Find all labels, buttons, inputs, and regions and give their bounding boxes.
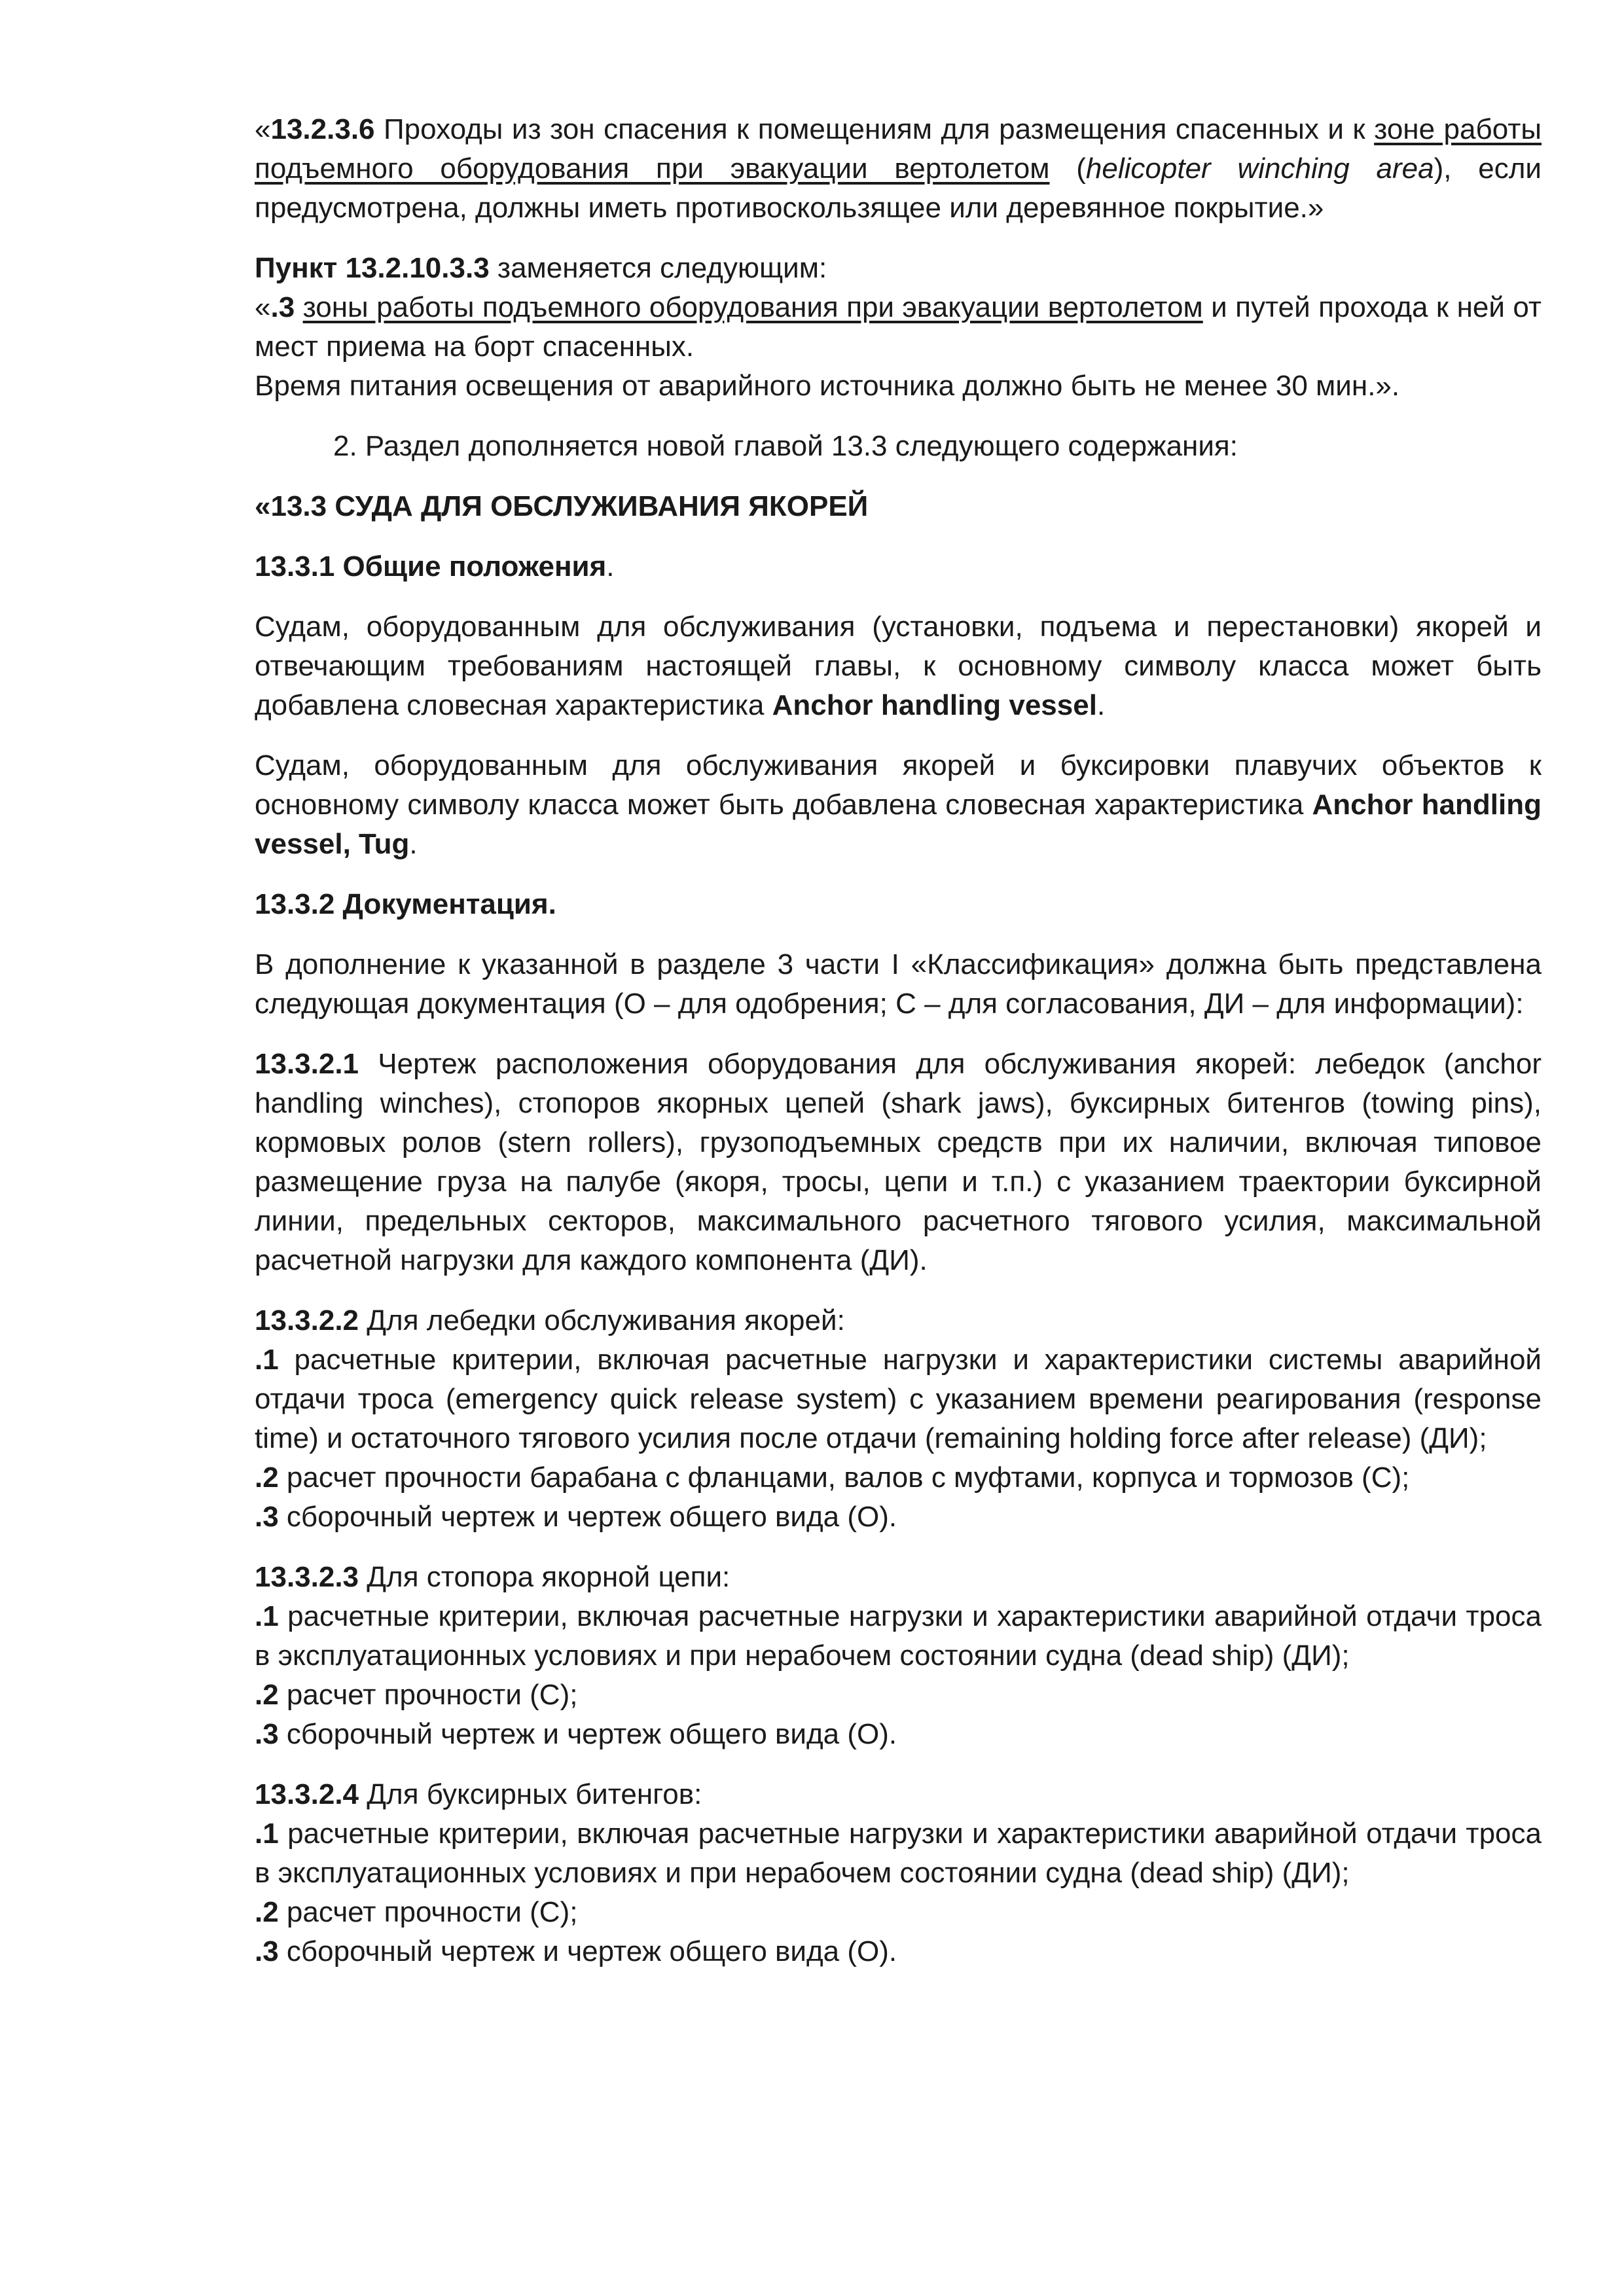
paragraph-13-3-2-1 — [255, 1045, 1542, 1280]
item-number: .3 — [270, 291, 295, 323]
paragraph-13-3-2-4 — [255, 1775, 1542, 1971]
clause-number: 13.3.2.1 — [255, 1048, 359, 1080]
paragraph-anchor-handling-tug — [255, 746, 1542, 864]
clause-number: 13.2.3.6 — [270, 113, 375, 145]
item-text: расчет прочности (С); — [278, 1679, 578, 1711]
section-heading-13-3-1 — [255, 547, 1542, 586]
paragraph-text: Судам, оборудованным для обслуживания (установки, подъема и перестановки) якорей и отвечающим требованиям настоящей главы, к основному символу класса может быть добавлена словесная характеристика — [255, 611, 1542, 721]
item-number: .2 — [255, 1679, 279, 1711]
numbered-item-2: 2. Раздел дополняется новой главой 13.3 следующего содержания: — [333, 430, 1238, 462]
clause-title: Для лебедки обслуживания якорей: — [359, 1304, 845, 1336]
paragraph-text: ( — [1049, 152, 1086, 185]
item-text: расчетные критерии, включая расчетные нагрузки и характеристики аварийной отдачи троса в эксплуатационных условиях и при нерабочем состоянии судна (dead ship) (ДИ); — [255, 1818, 1542, 1889]
item-text: расчет прочности (С); — [278, 1896, 578, 1928]
paragraph-text: Судам, оборудованным для обслуживания якорей и буксировки плавучих объектов к основному символу класса может быть добавлена словесная характеристика — [255, 749, 1542, 821]
clause-number: 13.3.2.2 — [255, 1304, 359, 1336]
paragraph-13-3-2-2 — [255, 1301, 1542, 1537]
item-number: .2 — [255, 1462, 279, 1494]
underlined-term: зоне работы подъемного оборудования при эвакуации вертолетом — [255, 113, 1542, 185]
paragraph-13-2-3-6 — [255, 110, 1542, 228]
paragraph-anchor-handling — [255, 607, 1542, 725]
paragraph-text: Проходы из зон спасения к помещениям для размещения спасенных и к — [374, 113, 1375, 145]
clause-number: 13.3.2.3 — [255, 1561, 359, 1593]
item-number: .3 — [255, 1501, 279, 1533]
item-text: расчет прочности барабана с фланцами, валов с муфтами, корпуса и тормозов (С); — [278, 1462, 1410, 1494]
item-number: .1 — [255, 1344, 279, 1376]
paragraph-13-2-10-3-3 — [255, 249, 1542, 406]
section-title: 13.3.1 Общие положения — [255, 550, 607, 583]
underlined-term: зоны работы подъемного оборудования при эвакуации вертолетом — [302, 291, 1203, 323]
paragraph-text: и путей прохода к ней от мест приема на борт спасенных. — [255, 291, 1542, 363]
italic-term: helicopter winching area — [1085, 152, 1434, 185]
quote-mark: « — [255, 113, 271, 145]
item-text: сборочный чертеж и чертеж общего вида (О). — [278, 1501, 897, 1533]
clause-label: Пункт 13.2.10.3.3 — [255, 252, 490, 284]
item-text: сборочный чертеж и чертеж общего вида (О). — [278, 1935, 897, 1967]
section-heading-13-3-2: 13.3.2 Документация. — [255, 888, 556, 920]
paragraph-text: Чертеж расположения оборудования для обслуживания якорей: лебедок (anchor handling winches), стопоров якорных цепей (shark jaws), буксирных битенгов (towing pins), кормовых ролов (stern rollers), грузоподъемных средств при их наличии, включая типовое размещение груза на палубе (якоря, тросы, цепи и т.п.) с указанием траектории буксирной линии, предельных секторов, максимального расчетного тягового усилия, максимальной расчетной нагрузки для каждого компонента (ДИ). — [255, 1048, 1542, 1276]
paragraph-13-3-2-3 — [255, 1558, 1542, 1754]
clause-title: Для буксирных битенгов: — [359, 1778, 702, 1810]
clause-title: Для стопора якорной цепи: — [359, 1561, 731, 1593]
punctuation: . — [1096, 689, 1106, 721]
item-number: .1 — [255, 1818, 279, 1850]
item-number: .3 — [255, 1718, 279, 1750]
punctuation: . — [409, 828, 418, 860]
item-text: расчетные критерии, включая расчетные нагрузки и характеристики аварийной отдачи троса в эксплуатационных условиях и при нерабочем состоянии судна (dead ship) (ДИ); — [255, 1600, 1542, 1672]
clause-number: 13.3.2.4 — [255, 1778, 359, 1810]
item-number: .2 — [255, 1896, 279, 1928]
class-notation: Anchor handling vessel — [772, 689, 1097, 721]
quote-mark: « — [255, 291, 271, 323]
class-notation: Anchor handling vessel, Tug — [255, 789, 1542, 860]
item-text: расчетные критерии, включая расчетные нагрузки и характеристики системы аварийной отдачи троса (emergency quick release system) с указанием времени реагирования (response time) и остаточного тягового усилия после отдачи (remaining holding force after release) (ДИ); — [255, 1344, 1542, 1454]
item-number: .1 — [255, 1600, 279, 1632]
paragraph-text: заменяется следующим: — [489, 252, 827, 284]
chapter-heading: «13.3 СУДА ДЛЯ ОБСЛУЖИВАНИЯ ЯКОРЕЙ — [255, 490, 869, 522]
item-number: .3 — [255, 1935, 279, 1967]
space — [295, 291, 302, 323]
paragraph-text: ), если предусмотрена, должны иметь противоскользящее или деревянное покрытие.» — [255, 152, 1542, 224]
document-page — [255, 110, 1542, 1992]
paragraph-text: Время питания освещения от аварийного источника должно быть не менее 30 мин.». — [255, 370, 1400, 402]
punctuation: . — [606, 550, 615, 583]
paragraph-documentation: В дополнение к указанной в разделе 3 части I «Классификация» должна быть представлена следующая документация (О – для одобрения; С – для согласования, ДИ – для информации): — [255, 948, 1542, 1020]
item-text: сборочный чертеж и чертеж общего вида (О). — [278, 1718, 897, 1750]
